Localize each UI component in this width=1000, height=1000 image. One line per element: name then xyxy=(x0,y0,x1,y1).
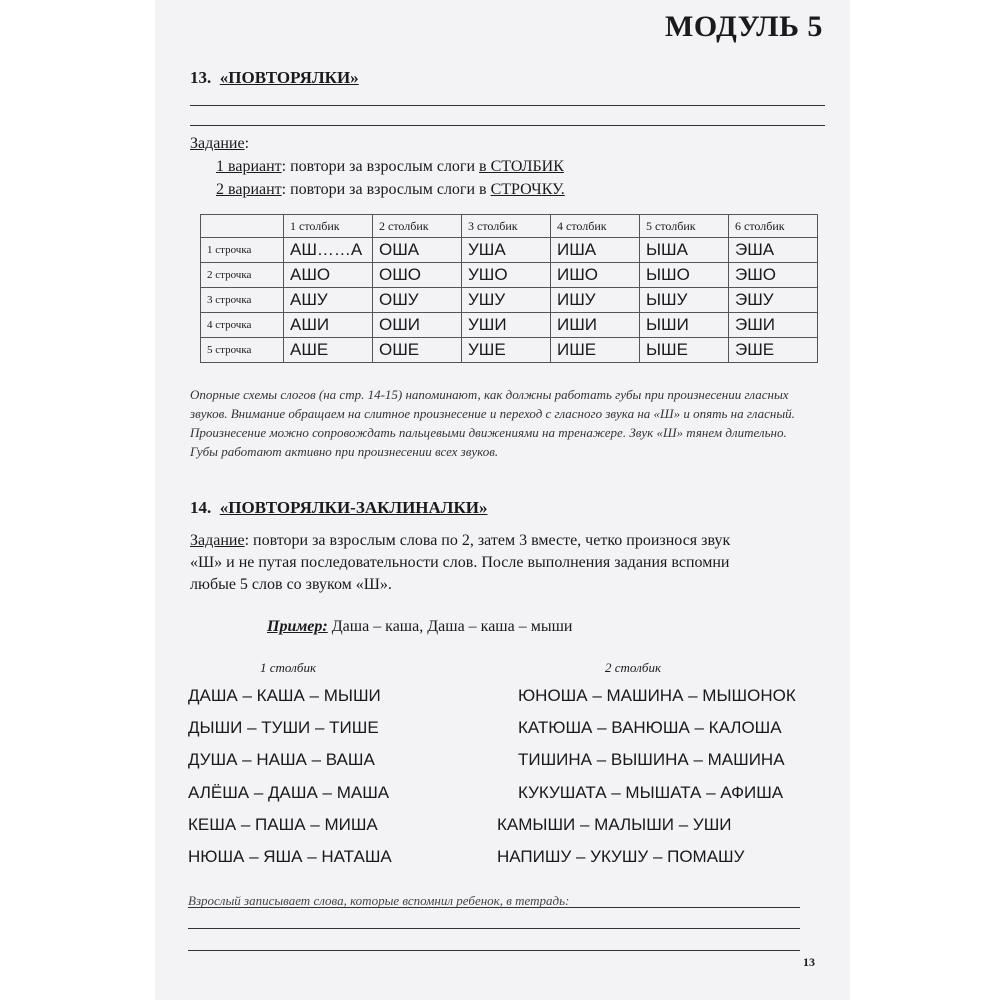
answer-line xyxy=(188,928,800,929)
section-13-heading xyxy=(190,68,359,88)
row-label: 5 строчка xyxy=(201,338,284,363)
table-cell: ИШИ xyxy=(551,313,640,338)
row-label: 3 строчка xyxy=(201,288,284,313)
row-label: 4 строчка xyxy=(201,313,284,338)
example xyxy=(267,616,572,638)
adult-note: Взрослый записывает слова, которые вспомнил ребенок, в тетрадь: xyxy=(188,893,570,908)
table-header: 2 столбик xyxy=(373,215,462,238)
table-cell: ЭШЕ xyxy=(729,338,818,363)
table-header: 1 столбик xyxy=(284,215,373,238)
answer-line xyxy=(190,125,825,126)
answer-line xyxy=(190,105,825,106)
variant-1-target: СТОЛБИК xyxy=(490,158,564,175)
table-cell: ИШЕ xyxy=(551,338,640,363)
section-13-task: Задание: xyxy=(190,135,250,152)
table-cell: ЭШУ xyxy=(729,288,818,313)
table-header: 6 столбик xyxy=(729,215,818,238)
page-number: 13 xyxy=(803,955,815,969)
variant-1-label: 1 вариант xyxy=(216,158,282,175)
table-header: 5 столбик xyxy=(640,215,729,238)
variant-1: 1 вариант: повтори за взрослым слоги в СТОЛБИК xyxy=(216,158,564,175)
table-cell: ИШО xyxy=(551,263,640,288)
word-list-item: ЮНОША – МАШИНА – МЫШОНОК xyxy=(518,686,796,705)
answer-line xyxy=(188,950,800,951)
section-13-number: 13. xyxy=(190,68,212,87)
table-cell: ЭШИ xyxy=(729,313,818,338)
workbook-page xyxy=(155,0,850,1000)
table-cell: ОШЕ xyxy=(373,338,462,363)
table-cell: АШУ xyxy=(284,288,373,313)
table-header-row xyxy=(201,215,818,238)
word-list-item: КЕША – ПАША – МИША xyxy=(188,815,378,834)
table-cell: ОША xyxy=(373,238,462,263)
table-cell: ЫШУ xyxy=(640,288,729,313)
task-label: Задание xyxy=(190,135,245,152)
table-cell: ЭШО xyxy=(729,263,818,288)
word-list-item: КУКУШАТА – МЫШАТА – АФИША xyxy=(518,783,784,802)
row-label: 1 строчка xyxy=(201,238,284,263)
variant-2-label: 2 вариант xyxy=(216,181,282,198)
table-cell: УШЕ xyxy=(462,338,551,363)
table-cell: УШУ xyxy=(462,288,551,313)
table-cell: УШИ xyxy=(462,313,551,338)
table-cell: ЫШО xyxy=(640,263,729,288)
table-row xyxy=(201,263,818,288)
column-1-heading: 1 столбик xyxy=(260,660,317,675)
word-list-item: НЮША – ЯША – НАТАША xyxy=(188,847,392,866)
table-cell: ИША xyxy=(551,238,640,263)
word-list-item: КАМЫШИ – МАЛЫШИ – УШИ xyxy=(497,815,732,834)
table-cell: УШО xyxy=(462,263,551,288)
variant-2-target: СТРОЧКУ. xyxy=(490,181,565,198)
table-row xyxy=(201,238,818,263)
table-cell: ИШУ xyxy=(551,288,640,313)
column-2-heading: 2 столбик xyxy=(605,660,662,675)
teacher-note: Опорные схемы слогов (на стр. 14-15) напоминают, как должны работать губы при произнесении гласных звуков. Внимание обращаем на слитное произнесение и переход с гласного звука на «Ш» и опять на гласный. Произнесение можно сопровождать пальцевыми движениями на тренажере. Звук «Ш» тянем длительно. Губы работают активно при произнесении всех звуков. xyxy=(190,387,795,459)
table-header: 3 столбик xyxy=(462,215,551,238)
word-list-item: ДАША – КАША – МЫШИ xyxy=(188,686,381,705)
example-text: Даша – каша, Даша – каша – мыши xyxy=(327,618,573,635)
section-14-task: Задание: повтори за взрослым слова по 2, затем 3 вместе, четко произнося звук «Ш» и не путая последовательности слов. После выполнения задания вспомни любые 5 слов со звуком «Ш». xyxy=(190,532,731,593)
example-label: Пример: xyxy=(267,618,328,635)
table-cell: АШО xyxy=(284,263,373,288)
table-header xyxy=(201,215,284,238)
table-cell: ОШИ xyxy=(373,313,462,338)
table-row xyxy=(201,313,818,338)
word-list-item: АЛЁША – ДАША – МАША xyxy=(188,783,390,802)
table-cell: АШ……А xyxy=(284,238,373,263)
answer-line xyxy=(188,907,800,908)
table-header: 4 столбик xyxy=(551,215,640,238)
section-13-title: «ПОВТОРЯЛКИ» xyxy=(219,68,359,87)
module-title: МОДУЛЬ 5 xyxy=(665,10,823,43)
section-14-number: 14. xyxy=(190,498,212,517)
table-cell: АШЕ xyxy=(284,338,373,363)
word-list-item: ТИШИНА – ВЫШИНА – МАШИНА xyxy=(518,750,785,769)
word-list-item: КАТЮША – ВАНЮША – КАЛОША xyxy=(518,718,782,737)
row-label: 2 строчка xyxy=(201,263,284,288)
task-label: Задание xyxy=(190,532,245,549)
variant-2: 2 вариант: повтори за взрослым слоги в СТРОЧКУ. xyxy=(216,181,565,198)
table-cell: ЫШИ xyxy=(640,313,729,338)
word-list-item: ДЫШИ – ТУШИ – ТИШЕ xyxy=(188,718,379,737)
table-cell: АШИ xyxy=(284,313,373,338)
table-row xyxy=(201,288,818,313)
section-14-heading xyxy=(190,498,488,518)
syllable-table xyxy=(200,214,818,363)
section-14-title: «ПОВТОРЯЛКИ-ЗАКЛИНАЛКИ» xyxy=(219,498,488,517)
table-cell: ЫША xyxy=(640,238,729,263)
table-cell: ОШУ xyxy=(373,288,462,313)
table-cell: УША xyxy=(462,238,551,263)
table-cell: ОШО xyxy=(373,263,462,288)
word-list-item: ДУША – НАША – ВАША xyxy=(188,750,375,769)
table-cell: ЭША xyxy=(729,238,818,263)
word-list-item: НАПИШУ – УКУШУ – ПОМАШУ xyxy=(497,847,745,866)
table-cell: ЫШЕ xyxy=(640,338,729,363)
table-row xyxy=(201,338,818,363)
